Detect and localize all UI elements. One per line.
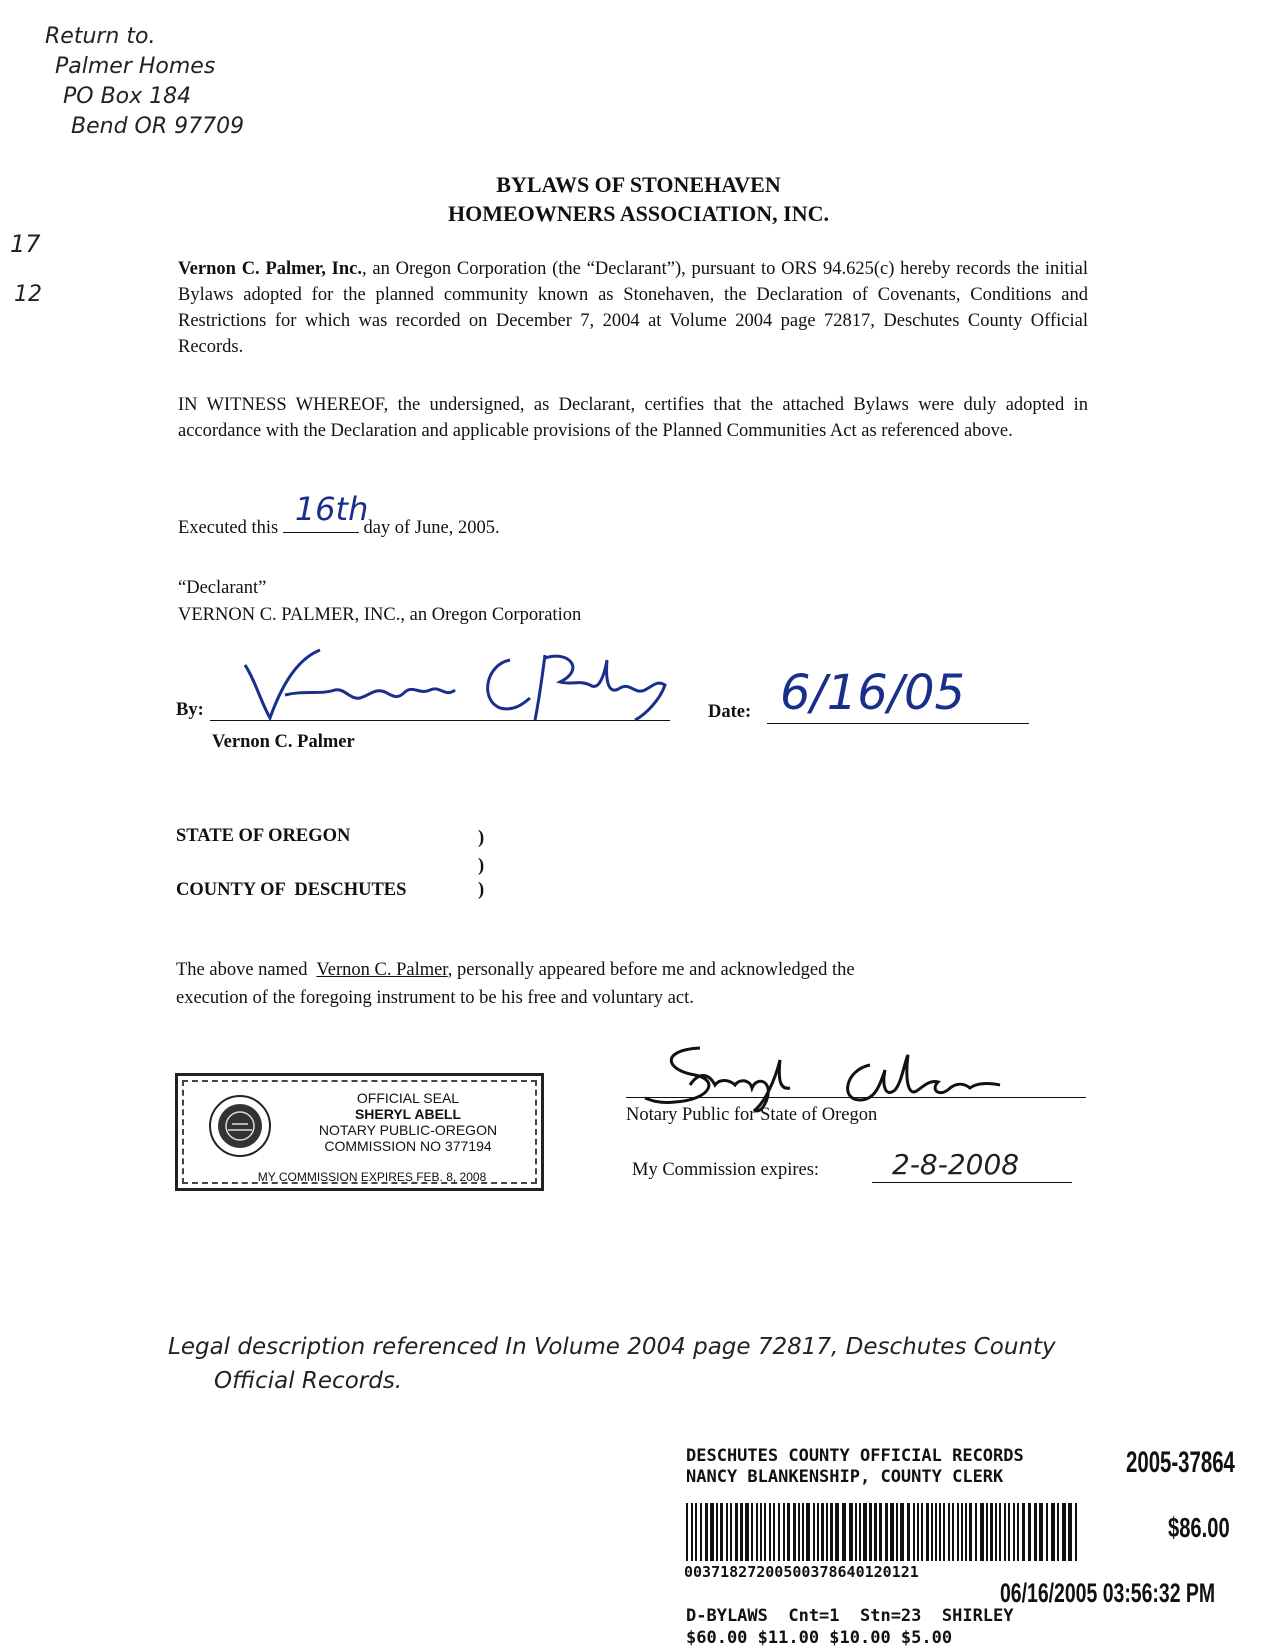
recording-office: DESCHUTES COUNTY OFFICIAL RECORDS — [686, 1446, 1024, 1466]
declarant-signature-drawing — [225, 640, 675, 730]
barcode-bar — [1062, 1503, 1066, 1561]
declarant-name: VERNON C. PALMER, INC., an Oregon Corporation — [178, 605, 582, 625]
barcode-bar — [821, 1503, 824, 1561]
return-po-box: PO Box 184 — [63, 84, 192, 109]
barcode-bar — [999, 1503, 1001, 1561]
state-line: STATE OF OREGON — [176, 826, 351, 846]
barcode-bar — [913, 1503, 915, 1561]
declarant-company: Vernon C. Palmer, Inc. — [178, 259, 363, 279]
notary-label: Notary Public for State of Oregon — [626, 1105, 878, 1125]
barcode-bar — [802, 1503, 804, 1561]
barcode-bar — [879, 1503, 882, 1561]
barcode-bar — [907, 1503, 910, 1561]
barcode-bar — [787, 1503, 790, 1561]
ack-suffix: , personally appeared before me and acknowledged the — [447, 960, 855, 980]
barcode-bar — [773, 1503, 775, 1561]
county-paren: ) — [478, 880, 485, 900]
by-label: By: — [176, 700, 204, 720]
barcode-bar — [935, 1503, 937, 1561]
middle-paren: ) — [478, 856, 485, 876]
return-address — [45, 22, 244, 142]
barcode-bar — [716, 1503, 718, 1561]
barcode-bar — [735, 1503, 738, 1561]
executed-day-blank — [283, 490, 369, 533]
barcode-bar — [720, 1503, 723, 1561]
barcode-bar — [686, 1503, 688, 1561]
barcode-bar — [957, 1503, 959, 1561]
barcode-bar — [740, 1503, 743, 1561]
executed-day-handwritten: 16th — [294, 490, 369, 528]
state-seal-icon — [208, 1094, 272, 1158]
ack-name: Vernon C. Palmer — [316, 960, 448, 980]
date-label: Date: — [708, 702, 752, 722]
commission-line — [872, 1182, 1072, 1183]
date-line — [767, 723, 1029, 724]
barcode-bar — [798, 1503, 800, 1561]
barcode-bar — [1034, 1503, 1037, 1561]
seal-line2: SHERYL ABELL — [354, 1106, 462, 1122]
barcode-bar — [948, 1503, 950, 1561]
state-paren: ) — [478, 828, 485, 848]
barcode-bar — [730, 1503, 732, 1561]
barcode-bar — [1017, 1503, 1019, 1561]
commission-handwritten: 2-8-2008 — [892, 1148, 1020, 1181]
return-city: Bend OR 97709 — [71, 114, 245, 139]
margin-mark-1: 17 — [10, 230, 41, 258]
barcode-bar — [710, 1503, 714, 1561]
recording-fee-total: $86.00 — [1168, 1512, 1230, 1543]
barcode-bar — [869, 1503, 872, 1561]
barcode-bar — [926, 1503, 929, 1561]
barcode-bar — [952, 1503, 954, 1561]
barcode-bar — [806, 1503, 810, 1561]
return-to-line: Return to. — [45, 24, 156, 49]
recording-timestamp: 06/16/2005 03:56:32 PM — [1000, 1578, 1216, 1608]
barcode-bar — [1013, 1503, 1015, 1561]
barcode-bar — [885, 1503, 888, 1561]
executed-line — [178, 490, 500, 539]
barcode-bar — [890, 1503, 894, 1561]
barcode-bar — [745, 1503, 749, 1561]
signer-name: Vernon C. Palmer — [212, 732, 355, 752]
barcode-bar — [695, 1503, 697, 1561]
commission-label: My Commission expires: — [632, 1160, 820, 1180]
barcode-bar — [900, 1503, 904, 1561]
barcode-bar — [705, 1503, 708, 1561]
county-line: COUNTY OF DESCHUTES — [176, 880, 407, 900]
notary-signature-line — [626, 1097, 1086, 1098]
notary-seal — [175, 1073, 544, 1191]
seal-line5: MY COMMISSION EXPIRES FEB. 8, 2008 — [257, 1170, 487, 1184]
seal-line1: OFFICIAL SEAL — [356, 1090, 460, 1106]
state-seal-emblem — [208, 1094, 272, 1163]
margin-mark-2: 12 — [14, 282, 42, 307]
legal-note-line2: Official Records. — [214, 1368, 403, 1394]
barcode-bar — [842, 1503, 846, 1561]
legal-note — [168, 1330, 1056, 1398]
recording-fees-line: $60.00 $11.00 $10.00 $5.00 — [686, 1628, 953, 1648]
barcode-bar — [830, 1503, 833, 1561]
barcode-bar — [751, 1503, 753, 1561]
barcode-bar — [855, 1503, 857, 1561]
barcode-bar — [896, 1503, 898, 1561]
barcode — [686, 1503, 1082, 1566]
barcode-bar — [726, 1503, 728, 1561]
barcode-bar — [764, 1503, 766, 1561]
barcode-bar — [1028, 1503, 1031, 1561]
barcode-graphic — [686, 1503, 1082, 1561]
barcode-bar — [874, 1503, 877, 1561]
declarant-label: “Declarant” — [178, 578, 267, 598]
recording-type-line: D-BYLAWS Cnt=1 Stn=23 SHIRLEY — [686, 1606, 1014, 1626]
executed-prefix: Executed this — [178, 518, 279, 538]
barcode-bar — [1046, 1503, 1048, 1561]
acknowledgment-line1 — [176, 960, 855, 981]
declaration-paragraph — [178, 256, 1088, 360]
barcode-bar — [1075, 1503, 1077, 1561]
ack-prefix: The above named — [176, 960, 308, 980]
barcode-bar — [931, 1503, 933, 1561]
barcode-bar — [1004, 1503, 1006, 1561]
barcode-bar — [700, 1503, 702, 1561]
barcode-bar — [826, 1503, 828, 1561]
recording-doc-number: 2005-37864 — [1126, 1446, 1235, 1479]
barcode-bar — [778, 1503, 780, 1561]
barcode-bar — [943, 1503, 945, 1561]
barcode-bar — [975, 1503, 977, 1561]
barcode-bar — [995, 1503, 997, 1561]
barcode-bar — [1057, 1503, 1059, 1561]
barcode-bar — [835, 1503, 839, 1561]
barcode-bar — [986, 1503, 988, 1561]
barcode-bar — [691, 1503, 693, 1561]
seal-line3: NOTARY PUBLIC-OREGON — [318, 1122, 498, 1138]
barcode-number: 00371827200500378640120121 — [684, 1563, 919, 1581]
barcode-bar — [1051, 1503, 1055, 1561]
barcode-bar — [917, 1503, 919, 1561]
barcode-bar — [921, 1503, 923, 1561]
recording-clerk: NANCY BLANKENSHIP, COUNTY CLERK — [686, 1467, 1004, 1487]
barcode-bar — [990, 1503, 993, 1561]
barcode-bar — [1008, 1503, 1010, 1561]
document-title-line1: BYLAWS OF STONEHAVEN — [496, 172, 781, 197]
seal-text — [278, 1090, 538, 1154]
barcode-bar — [756, 1503, 758, 1561]
barcode-bar — [939, 1503, 941, 1561]
barcode-bar — [849, 1503, 853, 1561]
barcode-bar — [859, 1503, 861, 1561]
barcode-bar — [1039, 1503, 1043, 1561]
barcode-bar — [783, 1503, 785, 1561]
barcode-bar — [965, 1503, 967, 1561]
barcode-bar — [793, 1503, 796, 1561]
barcode-bar — [769, 1503, 771, 1561]
return-company: Palmer Homes — [55, 54, 216, 79]
witness-paragraph: IN WITNESS WHEREOF, the undersigned, as Declarant, certifies that the attached Bylaws were duly adopted in accordance with the Declaration and applicable provisions of the Planned Communities Act as referenced above. — [178, 395, 1088, 441]
executed-suffix: day of June, 2005. — [363, 518, 500, 538]
barcode-bar — [817, 1503, 819, 1561]
barcode-bar — [969, 1503, 972, 1561]
barcode-bar — [1068, 1503, 1072, 1561]
date-handwritten: 6/16/05 — [780, 665, 966, 721]
acknowledgment-line2: execution of the foregoing instrument to be his free and voluntary act. — [176, 988, 694, 1008]
barcode-bar — [961, 1503, 963, 1561]
barcode-bar — [980, 1503, 984, 1561]
barcode-bar — [760, 1503, 762, 1561]
barcode-bar — [813, 1503, 815, 1561]
declarant-signature — [225, 640, 675, 735]
declaration-text: , an Oregon Corporation (the “Declarant”), pursuant to ORS 94.625(c) hereby records the initial Bylaws adopted for the planned community known as Stonehaven, the Declaration of Covenants, Conditions and Restrictions for which was recorded on December 7, 2004 at Volume 2004 page 72817, Deschutes County Official Records. — [178, 259, 1089, 357]
barcode-bar — [1022, 1503, 1025, 1561]
legal-note-line1: Legal description referenced In Volume 2004 page 72817, Deschutes County — [168, 1334, 1056, 1360]
document-title-line2: HOMEOWNERS ASSOCIATION, INC. — [448, 201, 829, 226]
barcode-bar — [863, 1503, 867, 1561]
seal-line4: COMMISSION NO 377194 — [324, 1138, 492, 1154]
